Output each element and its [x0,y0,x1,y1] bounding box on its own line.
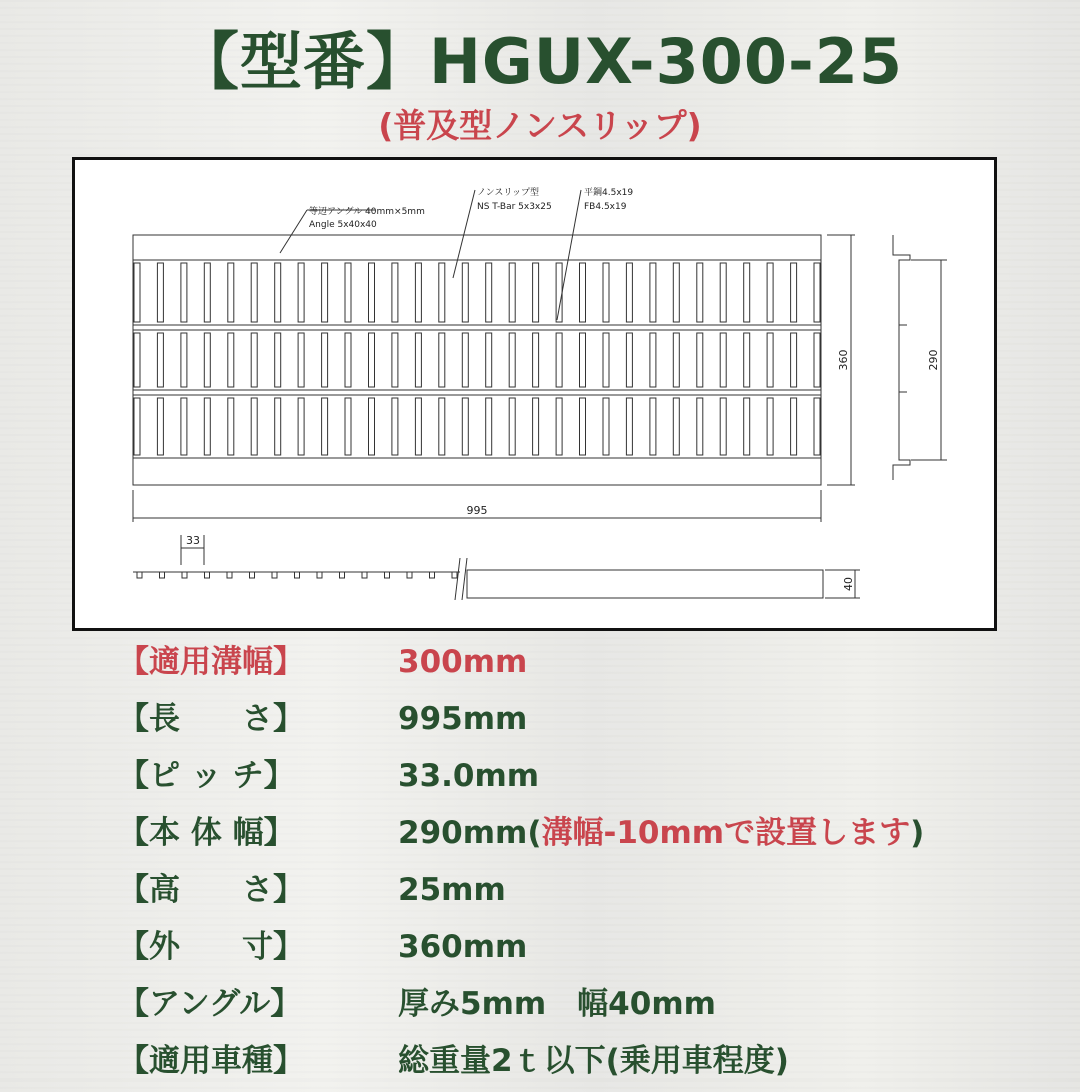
bearing-bar [439,263,445,322]
bearing-bar [814,263,820,322]
page-title: 【型番】HGUX-300-25 [176,25,904,98]
spec-value-main: 290mm( [398,815,542,851]
elevation-tooth [362,572,367,578]
bearing-bar [345,398,351,455]
bearing-bar [767,398,773,455]
bearing-bar [157,263,163,322]
spec-row-pitch [118,750,1078,807]
bearing-bar [650,398,656,455]
bearing-bar [298,398,304,455]
bearing-bar [533,333,539,387]
grating-bars [134,263,820,455]
bearing-bar [580,333,586,387]
dim-pitch: 33 [186,534,200,547]
elevation-tooth [340,572,345,578]
spec-list [118,636,1078,1092]
bearing-bar [580,398,586,455]
bearing-bar [697,398,703,455]
bearing-bar [462,263,468,322]
bearing-bar [251,333,257,387]
bearing-bar [697,263,703,322]
spec-row-body-width [118,807,1078,864]
label-fb-1: 平鋼4.5x19 [584,188,634,198]
bearing-bar [533,398,539,455]
elevation-tooth [295,572,300,578]
bearing-bar [439,333,445,387]
elevation-tooth [272,572,277,578]
bearing-bar [650,263,656,322]
bearing-bar [673,398,679,455]
page-subtitle: (普及型ノンスリップ) [378,106,702,145]
spec-row-outer [118,921,1078,978]
bearing-bar [204,398,210,455]
bearing-bar [415,333,421,387]
technical-drawing [72,157,997,631]
bearing-bar [556,398,562,455]
spec-key: 【適用溝幅】 [118,644,304,680]
elevation-tooth [385,572,390,578]
bearing-bar [181,398,187,455]
bearing-bar [415,263,421,322]
spec-key: 【外 寸】 [118,929,304,965]
bearing-bar [626,398,632,455]
bearing-bar [251,398,257,455]
bearing-bar [204,263,210,322]
bearing-bar [533,263,539,322]
grating-frame [133,235,821,485]
bearing-bar [439,398,445,455]
spec-value-end: ) [910,815,925,851]
bearing-bar [650,333,656,387]
bearing-bar [486,263,492,322]
spec-row-angle [118,978,1078,1035]
spec-row-height [118,864,1078,921]
bearing-bar [322,398,328,455]
bearing-bar [322,333,328,387]
bearing-bar [486,333,492,387]
bearing-bar [157,398,163,455]
bearing-bar [697,333,703,387]
dim-outer: 360 [837,349,850,371]
spec-value: 総重量2ｔ以下(乗用車程度) [398,1043,789,1079]
spec-value: 厚み5mm 幅40mm [398,986,716,1022]
bearing-bar [744,263,750,322]
bearing-bar [275,263,281,322]
label-angle-1: 等辺アングル 40mm×5mm [309,207,425,217]
elevation-tooth [227,572,232,578]
bearing-bar [626,333,632,387]
bearing-bar [369,263,375,322]
bearing-bar [228,263,234,322]
bearing-bar [157,333,163,387]
bearing-bar [134,333,140,387]
dim-length: 995 [466,504,488,517]
bearing-bar [744,398,750,455]
bearing-bar [744,333,750,387]
bearing-bar [251,263,257,322]
elevation-tooth [205,572,210,578]
bearing-bar [181,263,187,322]
bearing-bar [603,398,609,455]
bearing-bar [603,263,609,322]
bearing-bar [134,263,140,322]
spec-value: 33.0mm [398,758,540,794]
bearing-bar [275,333,281,387]
bearing-bar [204,333,210,387]
bearing-bar [814,398,820,455]
label-angle-2: Angle 5x40x40 [309,220,377,230]
dim-body: 290 [927,349,940,371]
bearing-bar [791,333,797,387]
bearing-bar [134,398,140,455]
elevation-tooth [250,572,255,578]
elevation-tooth [407,572,412,578]
drawing-svg [75,160,994,628]
spec-key: 【ピ ッ チ】 [118,758,295,794]
bearing-bar [556,333,562,387]
spec-value: 25mm [398,872,506,908]
spec-row-length [118,693,1078,750]
bearing-bar [814,333,820,387]
bearing-bar [345,263,351,322]
bearing-bar [228,398,234,455]
bearing-bar [181,333,187,387]
spec-row-vehicle [118,1035,1078,1092]
bearing-bar [322,263,328,322]
elevation-tooth [160,572,165,578]
bearing-bar [462,333,468,387]
bearing-bar [791,263,797,322]
spec-value: 360mm [398,929,528,965]
bearing-bar [720,398,726,455]
dim-height: 40 [842,577,855,591]
elevation-tooth [452,572,457,578]
bearing-bar [626,263,632,322]
elevation-tooth [430,572,435,578]
spec-key: 【高 さ】 [118,872,304,908]
elevation-tooth [182,572,187,578]
bearing-bar [720,333,726,387]
spec-value [398,807,924,859]
bearing-bar [369,398,375,455]
bearing-bar [345,333,351,387]
bearing-bar [392,398,398,455]
bearing-bar [298,333,304,387]
elevation-tooth [137,572,142,578]
elevation-body [467,570,823,598]
bearing-bar [486,398,492,455]
bearing-bar [673,263,679,322]
bearing-bar [275,398,281,455]
spec-value: 995mm [398,701,528,737]
elevation-teeth [137,572,457,578]
elevation-tooth [317,572,322,578]
bearing-bar [556,263,562,322]
bearing-bar [580,263,586,322]
bearing-bar [767,333,773,387]
bearing-bar [767,263,773,322]
bearing-bar [415,398,421,455]
bearing-bar [720,263,726,322]
bearing-bar [369,333,375,387]
spec-key: 【本 体 幅】 [118,815,295,851]
label-ns-2: NS T-Bar 5x3x25 [477,202,552,212]
label-fb-2: FB4.5x19 [584,202,627,212]
bearing-bar [462,398,468,455]
spec-key: 【適用車種】 [118,1043,304,1079]
spec-key: 【長 さ】 [118,701,304,737]
bearing-bar [791,398,797,455]
bearing-bar [509,333,515,387]
bearing-bar [509,398,515,455]
bearing-bar [392,263,398,322]
bearing-bar [298,263,304,322]
spec-row-groove-width [118,636,1078,693]
bearing-bar [673,333,679,387]
bearing-bar [392,333,398,387]
spec-key: 【アングル】 [118,986,302,1022]
label-ns-1: ノンスリップ型 [477,188,540,198]
spec-value: 300mm [398,644,528,680]
bearing-bar [509,263,515,322]
bearing-bar [603,333,609,387]
spec-value-note: 溝幅-10mmで設置します [541,815,911,851]
bearing-bar [228,333,234,387]
